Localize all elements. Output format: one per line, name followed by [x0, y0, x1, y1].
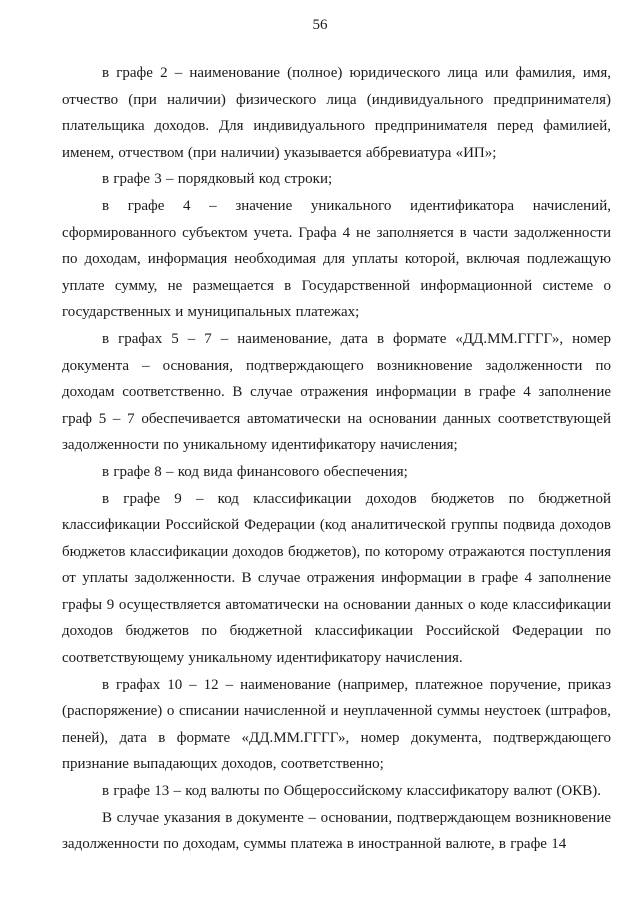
- paragraph-column-2: в графе 2 – наименование (полное) юридического лица или фамилия, имя, отчество (при наличии) физического лица (индивидуального предпринимателя) плательщика доходов. Для индивидуального предпринимателя перед фамилией, именем, отчеством (при наличии) указывается аббревиатура «ИП»;: [62, 65, 611, 161]
- document-body: [62, 60, 611, 858]
- paragraph-column-13: в графе 13 – код валюты по Общероссийскому классификатору валют (ОКВ).: [102, 783, 601, 800]
- paragraph-column-8: в графе 8 – код вида финансового обеспечения;: [102, 463, 408, 480]
- paragraph-column-9: в графе 9 – код классификации доходов бюджетов по бюджетной классификации Российской Федерации (код аналитической группы подвида доходов бюджетов классификации доходов бюджетов), по которому отражаются поступления от уплаты задолженности. В случае отражения информации в графе 4 заполнение графы 9 осуществляется автоматически на основании данных о коде классификации доходов бюджетов по бюджетной классификации Российской Федерации по соответствующему уникальному идентификатору начисления.: [62, 490, 611, 667]
- page-number: 56: [312, 17, 328, 33]
- paragraph-column-3: в графе 3 – порядковый код строки;: [102, 171, 333, 188]
- paragraph-columns-10-12: в графах 10 – 12 – наименование (например, платежное поручение, приказ (распоряжение) о списании начисленной и неуплаченной суммы неустоек (штрафов, пеней), дата в формате «ДД.ММ.ГГГГ», номер документа, подтверждающего признание выпадающих доходов, соответственно;: [62, 676, 611, 773]
- paragraph-column-4: в графе 4 – значение уникального идентификатора начислений, сформированного субъектом учета. Графа 4 не заполняется в части задолженности по доходам, информация необходимая для уплаты которой, включая подлежащую уплате сумму, не размещается в Государственной информационной системе о государственных и муниципальных платежах;: [62, 197, 611, 321]
- paragraph-foreign-currency: В случае указания в документе – основании, подтверждающем возникновение задолженности по доходам, суммы платежа в иностранной валюте, в графе 14: [62, 809, 611, 853]
- paragraph-columns-5-7: в графах 5 – 7 – наименование, дата в формате «ДД.ММ.ГГГГ», номер документа – основания, подтверждающего возникновение задолженности по доходам соответственно. В случае отражения информации в графе 4 заполнение граф 5 – 7 обеспечивается автоматически на основании данных соответствующей задолженности по уникальному идентификатору начисления;: [62, 330, 611, 454]
